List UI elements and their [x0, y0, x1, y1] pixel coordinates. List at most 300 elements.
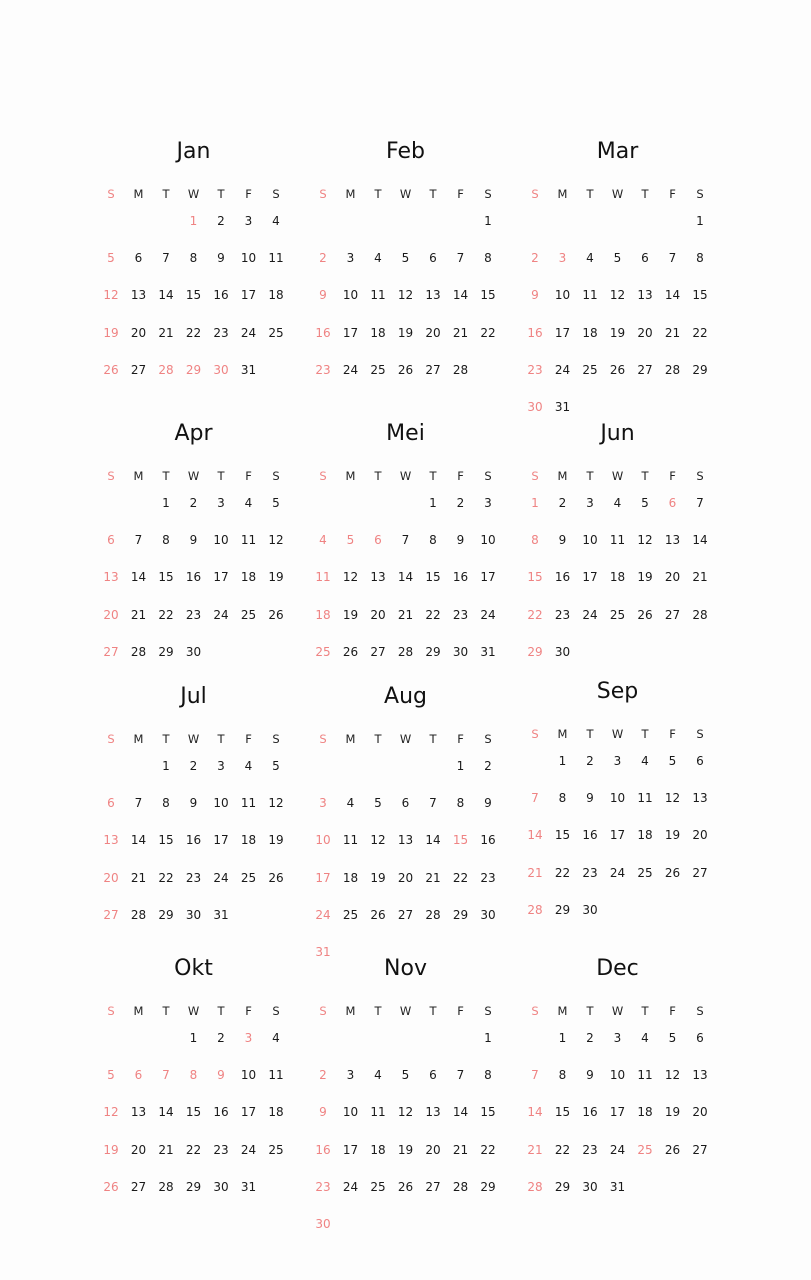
weekday-header: S [272, 187, 280, 201]
date: 21 [452, 1142, 469, 1157]
weekday-header: S [272, 732, 280, 746]
date: 11 [582, 288, 598, 303]
weekday-header: M [345, 469, 356, 483]
date: 15 [185, 288, 202, 303]
date: 24 [342, 1179, 359, 1194]
date: 13 [130, 1105, 147, 1120]
date: 19 [637, 570, 653, 585]
holiday-date: 31 [315, 945, 331, 959]
weekday-header: T [641, 727, 649, 741]
date: 10 [609, 1068, 626, 1083]
date: 4 [641, 754, 649, 768]
weekday-header: W [187, 187, 200, 201]
date: 20 [692, 1105, 708, 1120]
date: 28 [692, 607, 708, 622]
date: 10 [213, 796, 229, 811]
date: 24 [240, 325, 257, 340]
date: 1 [456, 759, 465, 773]
weekday-header: S [319, 732, 327, 746]
date: 1 [429, 496, 437, 510]
weekday-header: W [611, 727, 624, 741]
date: 27 [130, 1179, 147, 1194]
date: 17 [342, 325, 359, 340]
date: 11 [240, 796, 257, 811]
date: 26 [342, 644, 359, 659]
weekday-header: S [696, 1004, 704, 1018]
weekday-header: S [484, 187, 492, 201]
month-title: Okt [174, 956, 213, 981]
month-title: Jul [180, 684, 207, 709]
weekday-header: T [162, 187, 170, 201]
weekday-header: S [696, 187, 704, 201]
date: 14 [425, 833, 441, 848]
holiday-date: 6 [107, 796, 115, 811]
date: 25 [240, 870, 257, 885]
date: 7 [668, 251, 677, 266]
weekday-header: S [107, 469, 115, 483]
weekday-header: W [611, 1004, 624, 1018]
date: 11 [637, 1068, 653, 1083]
date: 19 [397, 325, 414, 340]
date: 12 [342, 570, 359, 585]
date: 4 [346, 796, 355, 811]
date: 18 [342, 870, 359, 885]
date: 14 [452, 288, 469, 303]
weekday-header: S [484, 469, 492, 483]
date: 12 [664, 791, 681, 806]
holiday-date: 2 [319, 1068, 327, 1083]
holiday-date: 5 [107, 251, 115, 266]
date: 30 [554, 644, 571, 659]
date: 30 [452, 644, 469, 659]
date: 2 [217, 1031, 225, 1045]
date: 9 [217, 251, 225, 266]
date: 18 [370, 1142, 386, 1157]
date: 14 [158, 1105, 174, 1120]
date: 21 [452, 325, 469, 340]
weekday-header: T [641, 1004, 649, 1018]
weekday-header: S [484, 1004, 492, 1018]
date: 21 [425, 870, 441, 885]
date: 9 [586, 1068, 594, 1083]
weekday-header: T [429, 469, 437, 483]
date: 5 [272, 496, 280, 510]
holiday-date: 1 [189, 214, 198, 228]
date: 11 [370, 288, 386, 303]
date: 24 [213, 870, 229, 885]
date: 9 [484, 796, 492, 811]
weekday-header: S [696, 469, 704, 483]
weekday-header: T [162, 469, 170, 483]
date: 18 [637, 828, 653, 843]
weekday-header: T [586, 187, 594, 201]
date: 18 [268, 288, 284, 303]
month-nov [309, 956, 502, 1260]
date: 11 [342, 833, 359, 848]
weekday-header: M [133, 187, 144, 201]
weekday-header: S [696, 727, 704, 741]
date: 19 [664, 828, 681, 843]
date: 14 [130, 570, 147, 585]
holiday-date: 30 [315, 1217, 331, 1231]
date: 23 [185, 870, 202, 885]
date: 16 [185, 833, 202, 848]
date: 13 [637, 288, 653, 303]
date: 13 [692, 791, 708, 806]
weekday-header: S [531, 727, 539, 741]
date: 4 [613, 496, 622, 510]
date: 22 [480, 325, 496, 340]
date: 8 [162, 796, 170, 811]
date: 30 [185, 907, 202, 922]
holiday-date: 14 [527, 1105, 543, 1120]
date: 17 [582, 570, 598, 585]
date: 8 [696, 251, 704, 266]
date: 10 [582, 533, 598, 548]
weekday-header: T [641, 469, 649, 483]
weekday-header: S [319, 1004, 327, 1018]
date: 31 [480, 644, 496, 659]
month-title: Mar [596, 139, 639, 164]
month-title: Sep [596, 679, 639, 704]
date: 1 [484, 214, 492, 228]
date: 10 [480, 533, 496, 548]
date: 15 [480, 1105, 496, 1120]
date: 29 [692, 362, 708, 377]
date: 13 [664, 533, 681, 548]
date: 12 [609, 288, 626, 303]
holiday-date: 26 [103, 1179, 119, 1194]
weekday-header: F [245, 469, 252, 483]
date: 2 [189, 496, 198, 510]
date: 16 [213, 288, 229, 303]
date: 18 [240, 833, 257, 848]
month-mei [309, 421, 502, 725]
date: 30 [185, 644, 202, 659]
date: 20 [397, 870, 414, 885]
month-okt [97, 956, 290, 1260]
date: 29 [158, 907, 174, 922]
date: 6 [696, 754, 704, 768]
holiday-date: 30 [213, 362, 229, 377]
date: 4 [244, 496, 253, 510]
date: 26 [637, 607, 653, 622]
date: 27 [664, 607, 681, 622]
date: 1 [484, 1031, 492, 1045]
date: 9 [189, 533, 198, 548]
date: 20 [130, 1142, 147, 1157]
date: 12 [268, 533, 284, 548]
holiday-date: 2 [531, 251, 539, 266]
date: 26 [664, 865, 681, 880]
month-aug [309, 684, 502, 988]
weekday-header: W [399, 187, 412, 201]
weekday-header: S [272, 469, 280, 483]
date: 30 [582, 1179, 598, 1194]
date: 15 [158, 570, 174, 585]
date: 23 [213, 1142, 229, 1157]
holiday-date: 23 [315, 362, 331, 377]
date: 28 [452, 362, 469, 377]
date: 26 [397, 1179, 414, 1194]
date: 6 [641, 251, 649, 266]
date: 14 [692, 533, 708, 548]
date: 26 [268, 607, 284, 622]
date: 2 [558, 496, 567, 510]
date: 3 [613, 1031, 622, 1045]
date: 22 [554, 865, 571, 880]
date: 28 [425, 907, 441, 922]
date: 11 [268, 1068, 284, 1083]
date: 16 [185, 570, 202, 585]
date: 31 [240, 1179, 257, 1194]
date: 9 [586, 791, 594, 806]
weekday-header: M [133, 1004, 144, 1018]
date: 14 [397, 570, 414, 585]
date: 26 [268, 870, 284, 885]
date: 23 [582, 1142, 598, 1157]
weekday-header: S [107, 1004, 115, 1018]
date: 14 [452, 1105, 469, 1120]
weekday-header: T [217, 1004, 225, 1018]
date: 25 [582, 362, 598, 377]
holiday-date: 29 [185, 362, 202, 377]
date: 12 [397, 1105, 414, 1120]
date: 29 [554, 1179, 571, 1194]
date: 22 [158, 607, 174, 622]
date: 8 [456, 796, 465, 811]
date: 17 [342, 1142, 359, 1157]
date: 3 [346, 1068, 355, 1083]
date: 21 [158, 1142, 174, 1157]
weekday-header: S [484, 732, 492, 746]
date: 17 [240, 288, 257, 303]
date: 7 [134, 533, 143, 548]
date: 25 [637, 865, 653, 880]
weekday-header: S [319, 187, 327, 201]
month-title: Nov [384, 956, 427, 981]
holiday-date: 9 [531, 288, 539, 303]
date: 23 [480, 870, 496, 885]
date: 22 [158, 870, 174, 885]
holiday-date: 24 [315, 907, 331, 922]
date: 27 [425, 362, 441, 377]
date: 4 [272, 1031, 280, 1045]
date: 8 [484, 1068, 492, 1083]
date: 8 [189, 251, 198, 266]
date: 4 [374, 1068, 382, 1083]
date: 18 [582, 325, 598, 340]
date: 7 [134, 796, 143, 811]
date: 2 [456, 496, 465, 510]
date: 28 [130, 644, 147, 659]
date: 12 [664, 1068, 681, 1083]
weekday-header: S [531, 1004, 539, 1018]
date: 28 [130, 907, 147, 922]
date: 18 [637, 1105, 653, 1120]
date: 22 [425, 607, 441, 622]
date: 6 [429, 251, 437, 266]
weekday-header: W [399, 732, 412, 746]
date: 3 [346, 251, 355, 266]
weekday-header: F [245, 187, 252, 201]
date: 7 [456, 1068, 465, 1083]
date: 24 [609, 865, 626, 880]
holiday-date: 20 [103, 870, 119, 885]
weekday-header: M [345, 1004, 356, 1018]
date: 9 [456, 533, 465, 548]
date: 15 [158, 833, 174, 848]
date: 24 [480, 607, 496, 622]
date: 20 [637, 325, 653, 340]
holiday-date: 9 [217, 1068, 225, 1083]
weekday-header: T [374, 187, 382, 201]
weekday-header: S [107, 187, 115, 201]
weekday-header: M [133, 732, 144, 746]
weekday-header: S [319, 469, 327, 483]
holiday-date: 26 [103, 362, 119, 377]
date: 8 [429, 533, 437, 548]
holiday-date: 1 [531, 496, 539, 510]
date: 10 [609, 791, 626, 806]
date: 28 [158, 1179, 174, 1194]
holiday-date: 3 [558, 251, 567, 266]
holiday-date: 25 [315, 644, 331, 659]
date: 15 [554, 828, 571, 843]
date: 19 [268, 833, 284, 848]
date: 13 [130, 288, 147, 303]
date: 26 [664, 1142, 681, 1157]
date: 24 [240, 1142, 257, 1157]
holiday-date: 20 [103, 607, 119, 622]
holiday-date: 18 [315, 607, 331, 622]
holiday-date: 4 [319, 533, 327, 548]
date: 19 [342, 607, 359, 622]
date: 19 [664, 1105, 681, 1120]
date: 17 [554, 325, 571, 340]
date: 27 [130, 362, 147, 377]
date: 7 [429, 796, 437, 811]
holiday-date: 21 [527, 865, 543, 880]
date: 2 [189, 759, 198, 773]
date: 27 [692, 865, 708, 880]
weekday-header: T [429, 187, 437, 201]
holiday-date: 3 [244, 1031, 253, 1045]
date: 3 [586, 496, 594, 510]
date: 19 [268, 570, 284, 585]
date: 26 [609, 362, 626, 377]
date: 10 [240, 251, 257, 266]
weekday-header: W [187, 469, 200, 483]
date: 29 [158, 644, 174, 659]
date: 4 [374, 251, 382, 266]
date: 31 [240, 362, 257, 377]
holiday-date: 10 [315, 833, 331, 848]
date: 18 [609, 570, 626, 585]
date: 5 [401, 251, 410, 266]
date: 5 [641, 496, 649, 510]
date: 12 [268, 796, 284, 811]
date: 13 [397, 833, 414, 848]
date: 16 [480, 833, 496, 848]
date: 25 [342, 907, 359, 922]
date: 2 [484, 759, 492, 773]
date: 7 [696, 496, 704, 510]
month-sep [521, 679, 714, 983]
date: 28 [452, 1179, 469, 1194]
holiday-date: 12 [103, 288, 119, 303]
date: 11 [609, 533, 626, 548]
date: 11 [268, 251, 284, 266]
date: 15 [425, 570, 441, 585]
weekday-header: F [669, 469, 676, 483]
date: 22 [480, 1142, 496, 1157]
date: 14 [130, 833, 147, 848]
weekday-header: M [557, 1004, 568, 1018]
weekday-header: S [272, 1004, 280, 1018]
weekday-header: M [557, 727, 568, 741]
date: 21 [664, 325, 681, 340]
holiday-date: 29 [527, 644, 543, 659]
date: 12 [370, 833, 386, 848]
month-title: Mei [386, 421, 425, 446]
holiday-date: 21 [527, 1142, 543, 1157]
date: 10 [213, 533, 229, 548]
weekday-header: T [641, 187, 649, 201]
holiday-date: 6 [668, 496, 677, 510]
date: 12 [397, 288, 414, 303]
date: 4 [272, 214, 280, 228]
date: 25 [240, 607, 257, 622]
date: 14 [664, 288, 681, 303]
weekday-header: M [557, 469, 568, 483]
date: 1 [558, 754, 567, 768]
date: 18 [240, 570, 257, 585]
date: 4 [641, 1031, 649, 1045]
date: 7 [456, 251, 465, 266]
date: 29 [554, 902, 571, 917]
date: 8 [162, 533, 170, 548]
date: 6 [401, 796, 410, 811]
date: 2 [217, 214, 225, 228]
date: 20 [692, 828, 708, 843]
holiday-date: 13 [103, 570, 119, 585]
date: 15 [185, 1105, 202, 1120]
month-jan [97, 139, 290, 443]
weekday-header: F [457, 1004, 464, 1018]
date: 21 [692, 570, 708, 585]
holiday-date: 13 [103, 833, 119, 848]
holiday-date: 8 [531, 533, 539, 548]
weekday-header: F [669, 187, 676, 201]
holiday-date: 9 [319, 1105, 327, 1120]
weekday-header: T [374, 469, 382, 483]
holiday-date: 23 [315, 1179, 331, 1194]
date: 2 [586, 1031, 594, 1045]
date: 14 [158, 288, 174, 303]
date: 11 [370, 1105, 386, 1120]
holiday-date: 12 [103, 1105, 119, 1120]
date: 24 [213, 607, 229, 622]
date: 1 [162, 496, 170, 510]
date: 23 [554, 607, 571, 622]
date: 5 [668, 754, 677, 768]
date: 22 [185, 1142, 202, 1157]
date: 28 [397, 644, 414, 659]
holiday-date: 16 [315, 325, 331, 340]
month-apr [97, 421, 290, 725]
weekday-header: F [245, 732, 252, 746]
